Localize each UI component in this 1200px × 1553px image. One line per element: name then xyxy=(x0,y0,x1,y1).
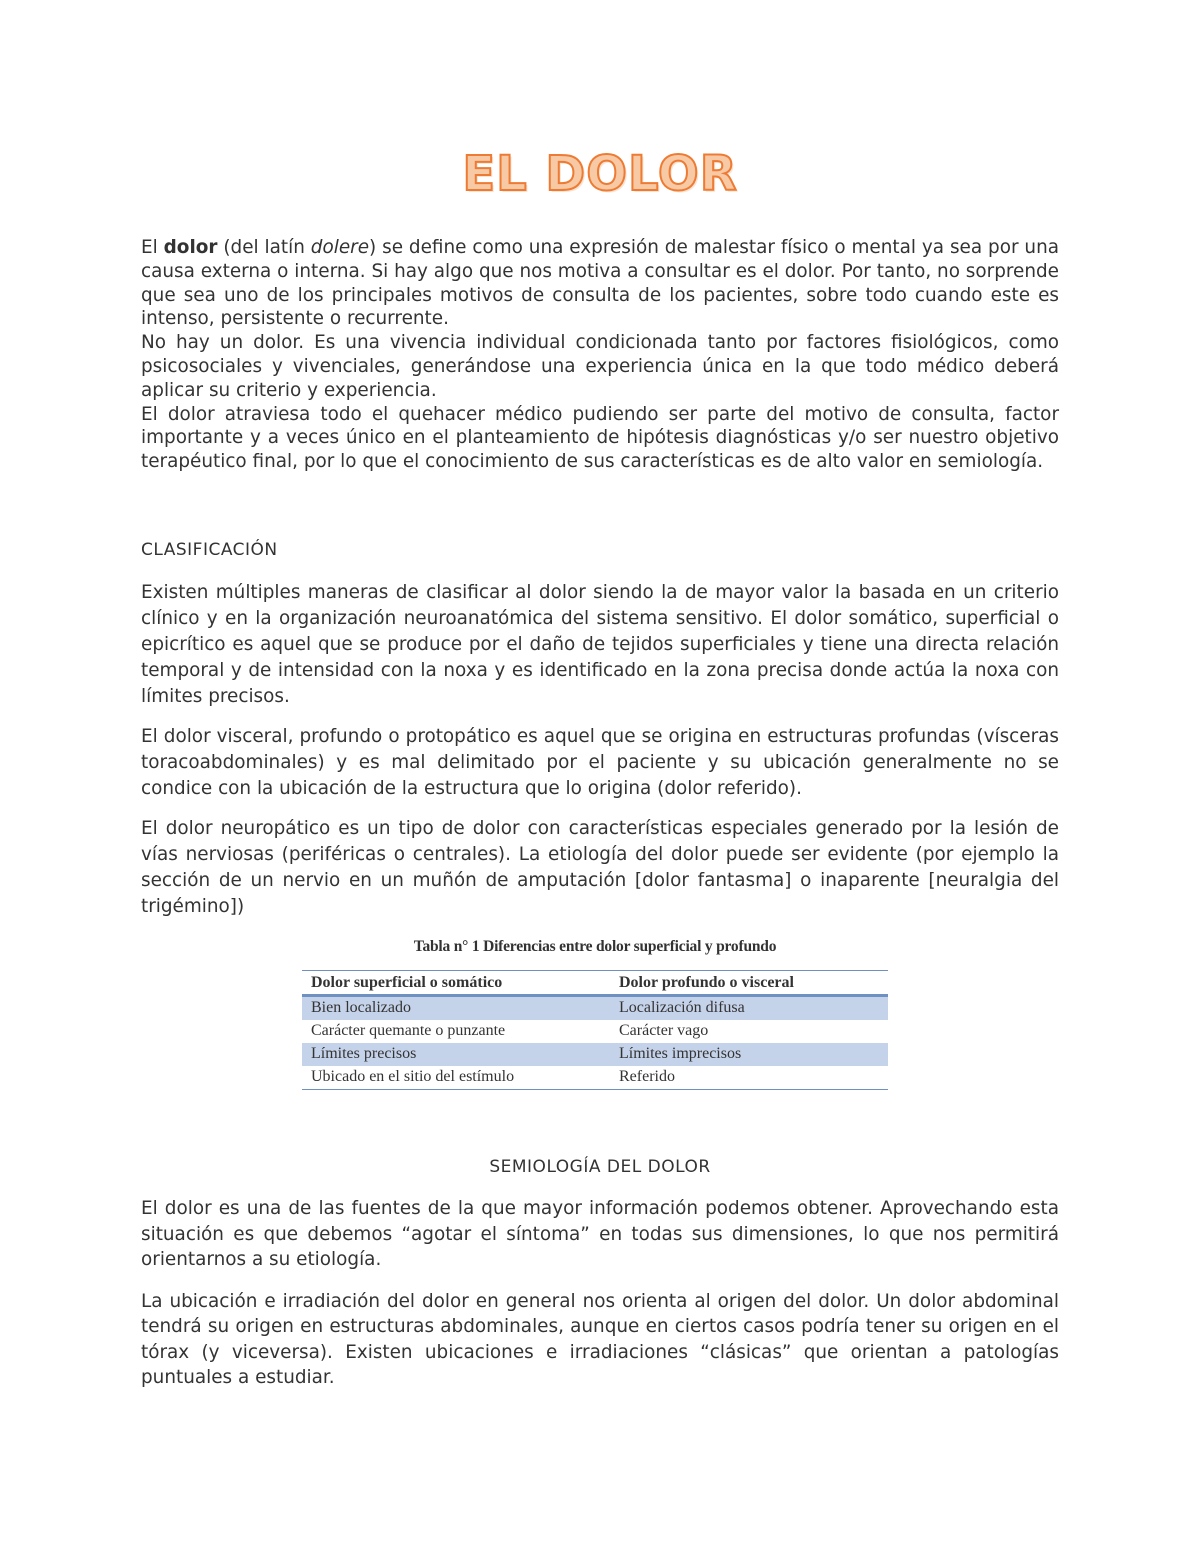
semiologia-paragraph-1: El dolor es una de las fuentes de la que mayor información podemos obtener. Aprovechando esta situación es que debemos “agotar el síntoma” en todas sus dimensiones, lo que nos permitirá orientarnos a su etiología. xyxy=(141,1198,1059,1270)
table-cell: Localización difusa xyxy=(610,996,888,1021)
clasificacion-paragraph-1: Existen múltiples maneras de clasificar al dolor siendo la de mayor valor la basada en un criterio clínico y en la organización neuroanatómica del sistema sensitivo. El dolor somático, superficial o epicrítico es aquel que se produce por el daño de tejidos superficiales y tiene una directa relación temporal y de intensidad con la noxa y es identificado en la zona precisa donde actúa la noxa con límites precisos. xyxy=(141,582,1059,707)
semiologia-paragraph-2: La ubicación e irradiación del dolor en general nos orienta al origen del dolor. Un dolor abdominal tendrá su origen en estructuras abdominales, aunque en ciertos casos podría tener su origen en el tórax (y viceversa). Existen ubicaciones e irradiaciones “clásicas” que orientan a patologías puntuales a estudiar. xyxy=(141,1290,1059,1388)
table-cell: Límites precisos xyxy=(302,1043,610,1066)
clasificacion-paragraph-3: El dolor neuropático es un tipo de dolor con características especiales generado por la lesión de vías nerviosas (periféricas o centrales). La etiología del dolor puede ser evidente (por ejemplo la sección de un nervio en un muñón de amputación [dolor fantasma] o inaparente [neuralgia del trigémino]) xyxy=(141,818,1059,917)
comparison-table xyxy=(302,970,888,1090)
table-row xyxy=(302,1066,888,1090)
table-row xyxy=(302,1043,888,1066)
table-cell: Referido xyxy=(610,1066,888,1090)
table-caption: Tabla n° 1 Diferencias entre dolor superficial y profundo xyxy=(413,938,777,955)
term-dolere: dolere xyxy=(310,237,370,258)
semiologia-section xyxy=(141,1196,1059,1407)
table-cell: Carácter vago xyxy=(619,1022,709,1039)
intro-paragraph-1: El dolor (del latín dolere) se define como una expresión de malestar físico o mental ya sea por una causa externa o interna. Si hay algo que nos motiva a consultar es el dolor. Por tanto, no sorprende que sea uno de los principales motivos de consulta de los pacientes, sobre todo cuando este es intenso, persistente o recurrente. xyxy=(141,237,1059,330)
comparison-table-figure xyxy=(302,938,888,1090)
table-cell: Ubicado en el sitio del estímulo xyxy=(302,1066,610,1090)
table-header-cell: Dolor profundo o visceral xyxy=(610,971,888,996)
term-dolor: dolor xyxy=(163,237,218,258)
table-header-row xyxy=(302,971,888,996)
document-title: EL DOLOR xyxy=(462,146,738,202)
table-cell: Carácter quemante o punzante xyxy=(311,1022,506,1039)
table-row xyxy=(302,1020,888,1043)
intro-section xyxy=(141,236,1059,474)
semiologia-heading: SEMIOLOGÍA DEL DOLOR xyxy=(489,1157,711,1177)
clasificacion-section xyxy=(141,580,1059,934)
table-row xyxy=(302,996,888,1021)
table-cell: Límites imprecisos xyxy=(610,1043,888,1066)
table-header-cell: Dolor superficial o somático xyxy=(302,971,610,996)
intro-paragraph-2: No hay un dolor. Es una vivencia individual condicionada tanto por factores fisiológicos, como psicosociales y vivenciales, generándose una experiencia única en la que todo médico deberá aplicar su criterio y experiencia. xyxy=(141,332,1059,401)
clasificacion-paragraph-2: El dolor visceral, profundo o protopático es aquel que se origina en estructuras profundas (vísceras toracoabdominales) y es mal delimitado por el paciente y su ubicación generalmente no se condice con la ubicación de la estructura que lo origina (dolor referido). xyxy=(141,726,1059,799)
clasificacion-heading: CLASIFICACIÓN xyxy=(141,540,278,560)
intro-paragraph-3: El dolor atraviesa todo el quehacer médico pudiendo ser parte del motivo de consulta, factor importante y a veces único en el planteamiento de hipótesis diagnósticas y/o ser nuestro objetivo terapéutico final, por lo que el conocimiento de sus características es de alto valor en semiología. xyxy=(141,403,1059,473)
table-cell: Bien localizado xyxy=(302,996,610,1021)
